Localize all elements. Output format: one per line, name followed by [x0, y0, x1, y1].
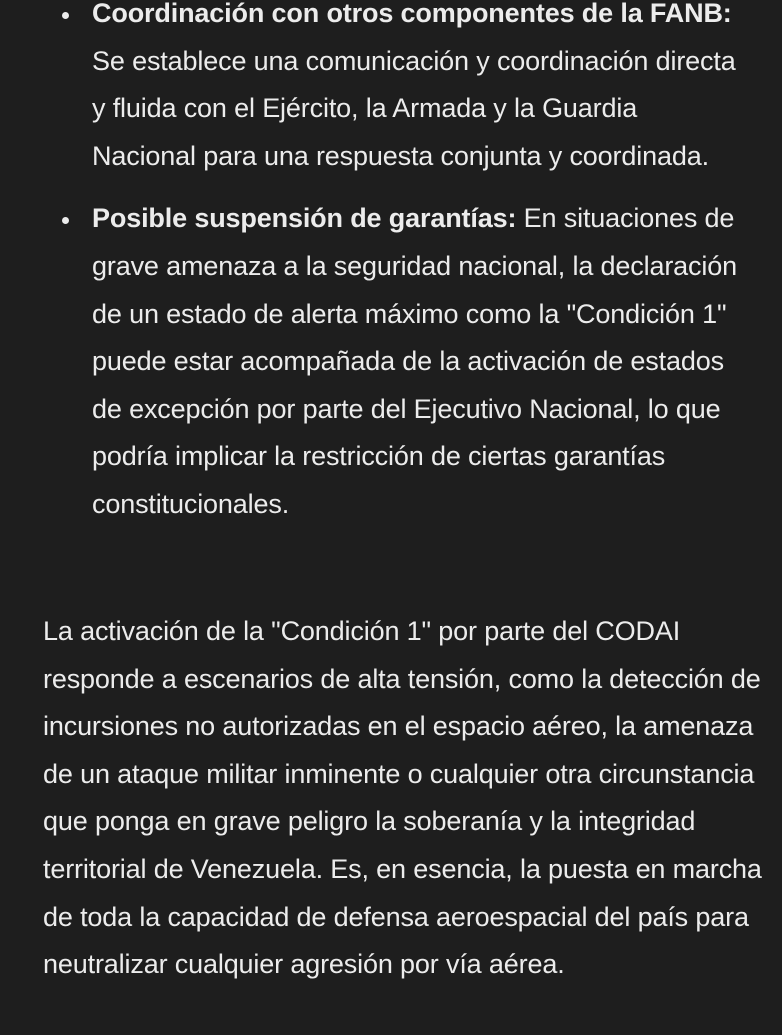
bullet-text: En situaciones de grave amenaza a la seguridad nacional, la declaración de un estado de alerta máximo como la "Condición 1" puede estar acompañada de la activación de estados de excepción por parte del Ejecutivo Nacional, lo que podría implicar la restricción de ciertas garantías constitucionales.: [92, 203, 737, 519]
bullet-dot-icon: [62, 12, 69, 19]
list-item: [0, 0, 782, 180]
list-item: [0, 195, 782, 528]
bullet-title: Posible suspensión de garantías:: [92, 203, 517, 234]
bullet-title: Coordinación con otros componentes de la FANB:: [92, 0, 732, 28]
body-paragraph: La activación de la "Condición 1" por parte del CODAI responde a escenarios de alta tensión, como la detección de incursiones no autorizadas en el espacio aéreo, la amenaza de un ataque militar inminente o cualquier otra circunstancia que ponga en grave peligro la soberanía y la integridad territorial de Venezuela. Es, en esencia, la puesta en marcha de toda la capacidad de defensa aeroespacial del país para neutralizar cualquier agresión por vía aérea.: [43, 616, 762, 980]
bullet-text: Se establece una comunicación y coordinación directa y fluida con el Ejército, la Armada y la Guardia Nacional para una respuesta conjunta y coordinada.: [92, 45, 736, 171]
bullet-dot-icon: [62, 217, 69, 224]
